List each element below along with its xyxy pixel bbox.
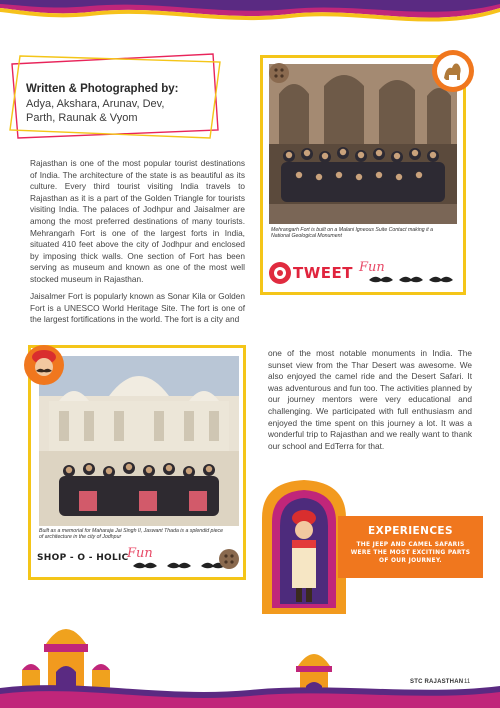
paragraph-experiences: one of the most notable monuments in India. The sunset view from the Thar Desert was awesome. We also enjoyed the camel ride and the Desert Safari. It was adventurous and fun too. The activities planned by our journey mentors were very educational and challenging. We participated with full enthusiasm and enjoyed the time spent on this journey a lot. It was a wonderful trip to Rajasthan and we really want to thank our school and EdTerra for that. — [268, 348, 472, 451]
fun-label: Fun — [359, 260, 385, 275]
camel-icon — [430, 48, 476, 94]
experiences-text: THE JEEP AND CAMEL SAFARIS WERE THE MOST EXCITING PARTS OF OUR JOURNEY. — [350, 542, 471, 564]
paragraph-jaisalmer: Jaisalmer Fort is popularly known as Sonar Kila or Golden Fort is a UNESCO World Heritage Site. The fort is one of the largest fortifications in the world. The fort is a city and — [30, 291, 245, 325]
top-wave-decoration — [0, 0, 500, 40]
caption-jaswant-thada: Built as a memorial for Maharaja Jai Singh II, Jaswant Thada is a splendid piece of architecture in the city of Jodhpur — [39, 528, 223, 541]
experiences-title: EXPERIENCES — [368, 525, 453, 537]
fun-label: Fun — [127, 546, 153, 561]
author-heading: Written & Photographed by: — [26, 83, 179, 95]
paragraph-intro: Rajasthan is one of the most popular tourist destinations of India. The architecture of the state is as beautiful as its culture. Every third tourist visiting India travels to Rajasthan as it is a part of the Golden Triangle for tourists visiting India. The palaces of Jodhpur and Jaisalmer are among the most preferred destinations of many tourists. Mehrangarh Fort is one of the largest forts in India, situated 410 feet above the city of Jodhpur and enclosed by imposing thick walls. One section of Fort has been serving as museum and known as one of the most well stocked museum in Rajasthan. — [30, 158, 245, 284]
button-pin-icon — [218, 548, 240, 570]
tweet-icon — [269, 262, 291, 284]
author-credit — [26, 83, 196, 125]
button-pin-icon — [268, 62, 290, 84]
page-number: 11 — [464, 679, 471, 685]
group-photo-mehrangarh — [269, 64, 457, 224]
caption-mehrangarh: Mehrangarh Fort is built on a Malani Igneous Suite Contact making it a National Geological Monument — [271, 227, 434, 240]
puppet-figure — [258, 478, 350, 614]
footer-label: STC RAJASTHAN — [410, 679, 464, 685]
experiences-callout — [338, 516, 483, 578]
bottom-wave-decoration — [0, 668, 500, 708]
author-names: Adya, Akshara, Arunav, Dev, Parth, Raunak & Vyom — [26, 98, 165, 124]
shop-o-holic-label: SHOP - O - HOLIC — [37, 553, 129, 563]
rajasthani-man-icon — [22, 343, 66, 387]
tweet-label: TWEET — [293, 264, 354, 282]
mustache-icon — [367, 274, 457, 286]
group-photo-jaswant-thada — [39, 356, 239, 526]
mustache-icon — [131, 560, 231, 572]
